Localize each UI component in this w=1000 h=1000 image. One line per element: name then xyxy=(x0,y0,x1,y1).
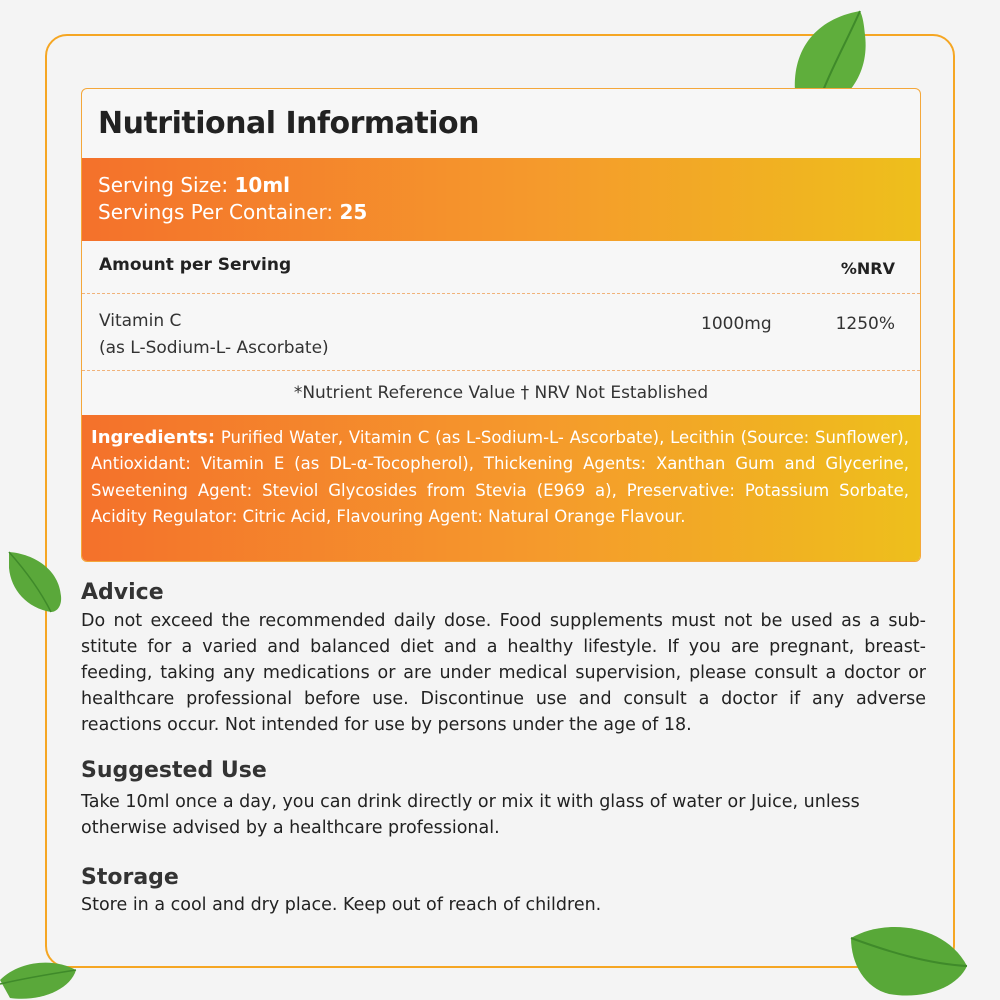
leaf-icon xyxy=(0,950,80,1000)
servings-per-container-value: 25 xyxy=(339,200,368,224)
advice-body: Do not exceed the recommended daily dose. Food supplements must not be used as a sub-stitute for a varied and balanced diet and a healthy lifestyle. If you are pregnant, breast-feeding, taking any medications or are under medical supervision, please consult a doctor or healthcare professional before use. Discontinue use and consult a doctor if any adverse reactions occur. Not intended for use by persons under the age of 18. xyxy=(81,611,926,735)
serving-size xyxy=(98,172,920,199)
ingredients-label: Ingredients: xyxy=(91,427,216,448)
nutrition-panel xyxy=(81,88,921,562)
nutrient-source: (as L-Sodium-L- Ascorbate) xyxy=(99,338,329,358)
ingredients-text: Purified Water, Vitamin C (as L-Sodium-L- Ascorbate), Lecithin (Source: Sunflower), Antioxidant: Vitamin E (as DL-α-Tocopherol), Thickening Agents: Xanthan Gum and Glycerine, Sweetening Agent: Steviol Glycosides from Stevia (E969 a), Preservative: Potassium Sorbate, Acidity Regulator: Citric Acid, Flavouring Agent: Natural Orange Flavour. xyxy=(91,428,909,527)
servings-per-container xyxy=(98,199,920,226)
advice-title: Advice xyxy=(81,580,164,605)
serving-info xyxy=(82,158,920,241)
storage-body: Store in a cool and dry place. Keep out of reach of children. xyxy=(81,895,602,915)
servings-per-container-label: Servings Per Container: xyxy=(98,200,334,224)
nutrient-amount: 1000mg xyxy=(701,314,772,334)
suggested-use-body: Take 10ml once a day, you can drink directly or mix it with glass of water or Juice, unless otherwise advised by a healthcare professional. xyxy=(81,792,860,838)
serving-size-value: 10ml xyxy=(234,173,291,197)
nutrition-title: Nutritional Information xyxy=(98,106,480,141)
ingredients xyxy=(82,415,920,562)
nutrient-title: Vitamin C xyxy=(99,311,182,331)
suggested-use-section xyxy=(81,758,926,841)
header-amount: Amount per Serving xyxy=(99,255,292,275)
header-nrv: %NRV xyxy=(840,259,895,278)
nrv-note: *Nutrient Reference Value † NRV Not Established xyxy=(293,383,709,403)
serving-size-label: Serving Size: xyxy=(98,173,229,197)
nutrient-nrv: 1250% xyxy=(835,314,895,334)
nutrient-name xyxy=(99,308,329,362)
leaf-icon xyxy=(845,918,970,1000)
storage-title: Storage xyxy=(81,865,179,890)
table-header xyxy=(82,241,920,294)
table-row xyxy=(82,294,920,371)
storage-section xyxy=(81,865,926,918)
suggested-use-title: Suggested Use xyxy=(81,758,267,783)
leaf-icon xyxy=(5,548,65,618)
advice-section xyxy=(81,580,926,738)
